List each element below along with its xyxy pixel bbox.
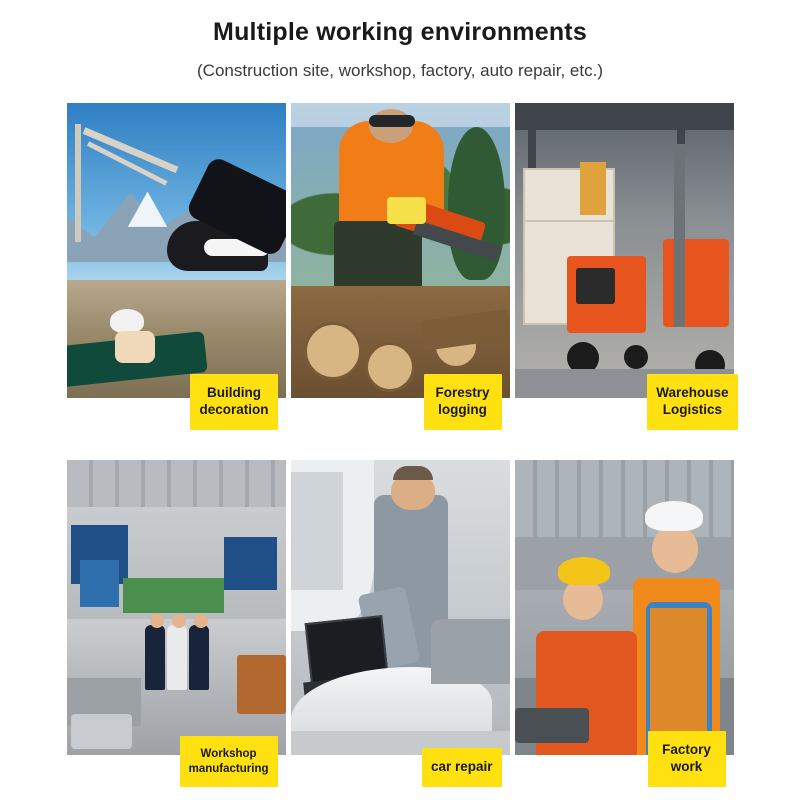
photo-factory-work [515,460,734,755]
page-header [0,0,800,81]
grid-cell-workshop-manufacturing[interactable] [67,460,286,775]
label-line-1: Factory [662,742,711,758]
label-line-1: Forestry [435,385,490,401]
photo-workshop [67,460,286,755]
label-warehouse-logistics [647,374,737,430]
grid-cell-factory-work[interactable] [515,460,734,775]
label-line-2: work [670,759,703,775]
label-line-1: Building [206,385,261,401]
photo-car-repair [291,460,510,755]
page-title: Multiple working environments [213,18,587,46]
environment-grid [0,103,800,775]
grid-cell-warehouse-logistics[interactable] [515,103,734,418]
grid-cell-forestry-logging[interactable] [291,103,510,418]
label-car-repair [422,748,502,787]
photo-construction-site [67,103,286,398]
photo-warehouse [515,103,734,398]
label-building-decoration [190,374,277,430]
label-workshop-manufacturing [180,736,278,787]
grid-cell-building-decoration[interactable] [67,103,286,418]
label-forestry-logging [424,374,502,430]
label-line-1: car repair [430,759,493,775]
label-factory-work [648,731,726,787]
page-subtitle: (Construction site, workshop, factory, auto repair, etc.) [197,61,603,80]
label-line-2: logging [438,402,487,418]
label-line-2: decoration [199,402,269,418]
label-line-2: Logistics [662,402,722,418]
grid-cell-car-repair[interactable] [291,460,510,775]
label-line-1: Workshop [200,748,257,761]
label-line-2: manufacturing [188,762,269,775]
label-line-1: Warehouse [656,385,729,401]
photo-forestry [291,103,510,398]
